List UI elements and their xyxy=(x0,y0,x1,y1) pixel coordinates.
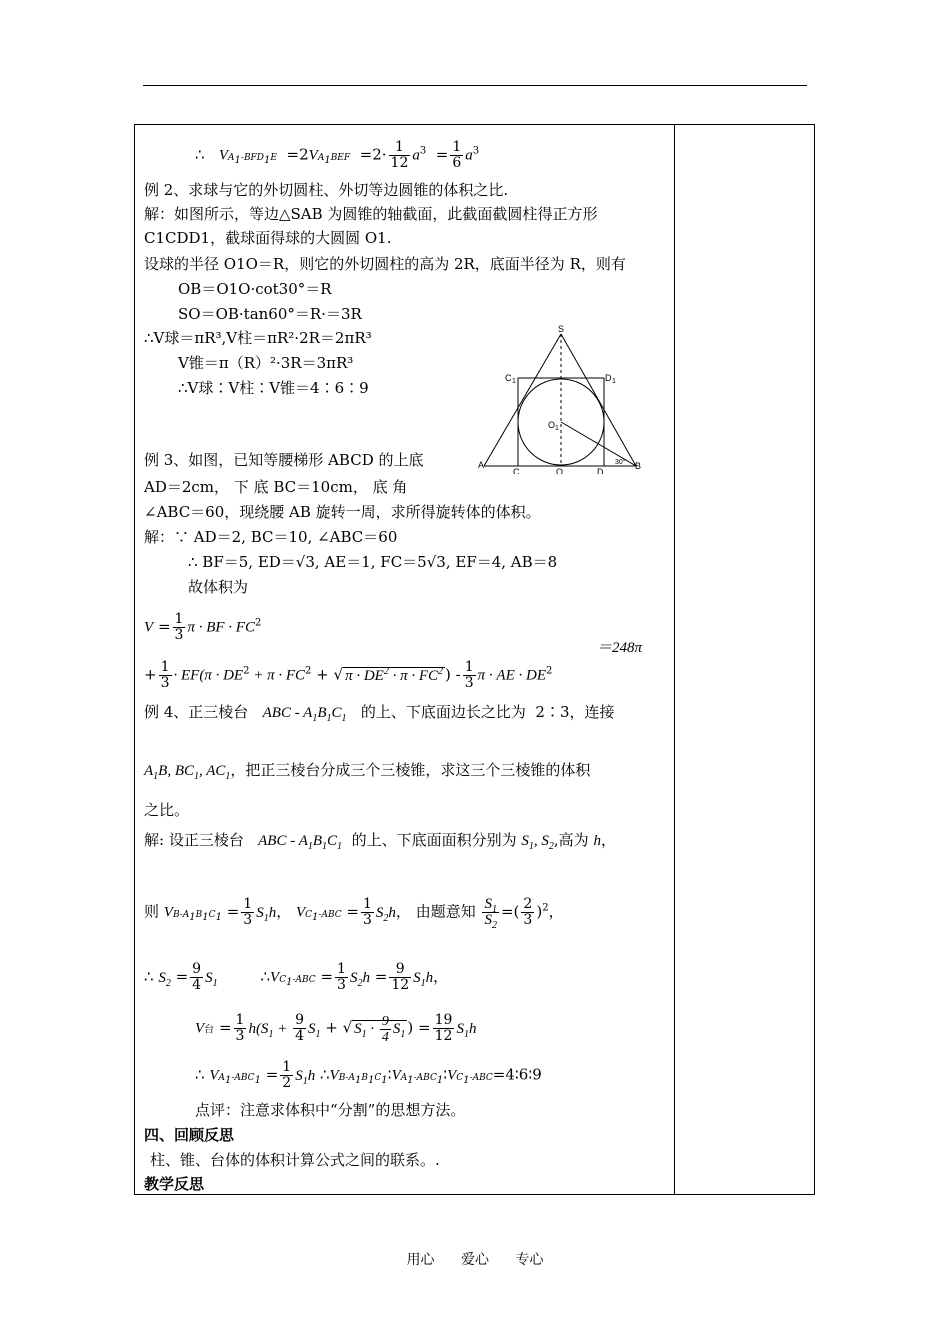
example3-a: 例 3、如图，已知等腰梯形 ABCD 的上底 xyxy=(144,451,424,469)
label-D1: D xyxy=(605,373,612,383)
example2-volumes-2: V锥＝π（R）²·3R＝3πR³ xyxy=(178,354,354,372)
example4-solution-4: V台 = $\frac{1}{3}$ $h(S_1$ + $\frac{9}{4}$ $S_1$ + √ $S_1$ · $\frac{9}{4}$ $S_1$ ) = $\frac{19}{12}$ $S_1h$ xyxy=(195,1012,477,1045)
comment-line: 点评：注意求体积中“分割”的思想方法。 xyxy=(195,1101,466,1119)
example3-d: 解：∵ AD＝2, BC＝10, ∠ABC＝60 xyxy=(144,528,398,546)
example3-b: AD＝2cm， 下 底 BC＝10cm， 底 角 xyxy=(144,478,408,496)
label-S: S xyxy=(558,324,565,334)
header-rule xyxy=(143,85,807,86)
example4-line-3: 之比。 xyxy=(144,801,190,819)
label-D: D xyxy=(597,467,604,474)
example2-so: SO＝OB·tan60°＝R·＝3R xyxy=(178,305,362,323)
teaching-reflection-title: 教学反思 xyxy=(144,1175,205,1193)
example2-ob: OB＝O1O·cot30°＝R xyxy=(178,280,332,298)
example4-line-1: 例 4、正三棱台 ABC - $A_1B_1C_1$ 的上、下底面边长之比为 2∶3，连接 xyxy=(144,703,615,724)
example3-result: ＝248π xyxy=(597,640,643,656)
label-D1-sub: 1 xyxy=(612,378,616,385)
example4-solution-3: ∴ $S_2$ = $\frac{9}{4}$ $S_1$ $\therefore VC_1$-ABC = $\frac{1}{3}$ $S_2h$ = $\frac{9}{12}$ $S_1h$， xyxy=(144,961,449,993)
cone-side-left xyxy=(484,334,561,466)
example2-solution-b: C1CDD1，截球面得球的大圆圆 O1. xyxy=(144,229,392,247)
label-O1: O xyxy=(548,420,556,430)
example2-volumes-1: ∴V球＝πR³,V柱＝πR²·2R＝2πR³ xyxy=(144,329,372,347)
example2-ratio: ∴V球∶V柱∶V锥＝4∶6∶9 xyxy=(178,379,369,397)
label-C1-sub: 1 xyxy=(512,378,516,385)
example4-solution-1: 解: 设正三棱台 ABC - $A_1B_1C_1$ 的上、下底面面积分别为 $S_1$, $S_2$,高为 h， xyxy=(144,831,616,852)
label-B: B xyxy=(635,461,642,471)
example3-volume-formula-1: V = $\frac{1}{3}$ π · BF · $FC^2$ xyxy=(144,611,262,643)
label-O: O xyxy=(556,467,564,474)
example3-e: ∴ BF＝5, ED＝√3, AE＝1, FC＝5√3, EF＝4, AB＝8 xyxy=(188,553,558,571)
cone-sphere-figure xyxy=(476,322,646,474)
label-A: A xyxy=(478,460,485,470)
example2-radius: 设球的半径 O1O＝R，则它的外切圆柱的高为 2R，底面半径为 R，则有 xyxy=(144,255,626,273)
example3-c: ∠ABC＝60，现绕腰 AB 旋转一周，求所得旋转体的体积。 xyxy=(144,503,541,521)
example4-solution-2: 则 $VB-A_1B_1C_1$ = $\frac{1}{3}$ $S_1h$， $VC_1$-ABC = $\frac{1}{3}$ $S_2h$， 由题意知 $\frac{S_1}{S_2}$ =( $\frac{2}{3}$ )$^2$， xyxy=(144,896,564,931)
example4-line-2: $A_1B$, $BC_1$, $AC_1$，把正三棱台分成三个三棱锥，求这三个三棱锥的体积 xyxy=(144,761,591,782)
label-O1-sub: 1 xyxy=(555,425,559,432)
example3-volume-formula-2: + $\frac{1}{3}$ · $EF(\pi \cdot DE^2 + \pi \cdot FC^2$ + √ $\pi \cdot DE^2 \cdot \pi \cdot FC^2$ ) - $\frac{1}{3}$ π · AE · $DE^2$ xyxy=(144,659,553,691)
section4-text: 柱、锥、台体的体积计算公式之间的联系。. xyxy=(150,1151,440,1169)
label-C: C xyxy=(513,467,520,474)
example2-solution-a: 解：如图所示，等边△SAB 为圆锥的轴截面，此截面截圆柱得正方形 xyxy=(144,205,598,223)
page-footer: 用心 爱心 专心 xyxy=(406,1252,544,1268)
label-C1: C xyxy=(505,373,512,383)
example2-title: 例 2、求球与它的外切圆柱、外切等边圆锥的体积之比. xyxy=(144,181,509,199)
example3-f: 故体积为 xyxy=(188,578,249,596)
section4-title: 四、回顾反思 xyxy=(144,1126,235,1144)
equation-line-1: ∴ $VA_1-BFD_1E =2VA_1BEF =2\cdot$ $\frac{1}{12}$ $a^3$ = $\frac{1}{6}$ $a^3$ xyxy=(195,139,480,171)
example4-solution-5: ∴ $VA_1-ABC_1$ = $\frac{1}{2}$ $S_1h$ $\therefore VB-A_1B_1C_1∶VA_1-ABC_1∶VC_1-ABC=4∶6∶9$ xyxy=(195,1059,542,1091)
table-column-divider xyxy=(674,124,675,1195)
label-30deg: 30° xyxy=(615,459,626,466)
